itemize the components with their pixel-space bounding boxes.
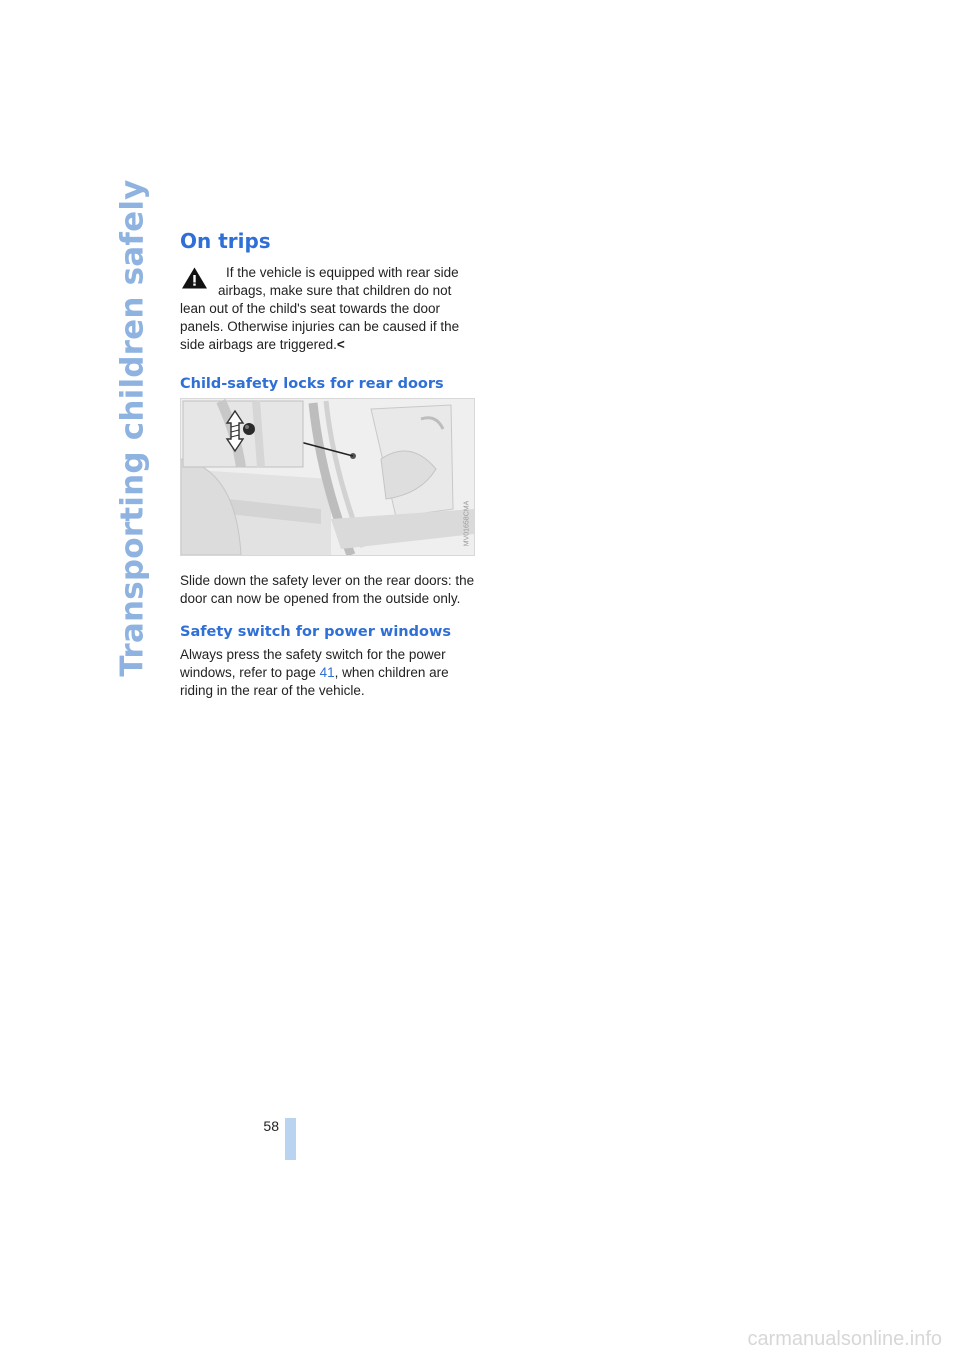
warning-end-mark: < bbox=[336, 337, 345, 352]
chapter-side-title bbox=[112, 179, 154, 677]
child-locks-body: Slide down the safety lever on the rear doors: the door can now be opened from the outside only. bbox=[180, 573, 475, 606]
door-illustration-drawing bbox=[181, 399, 474, 555]
warning-triangle-icon bbox=[181, 266, 208, 290]
figure-code: MV01658CMA bbox=[463, 500, 471, 547]
power-windows-title: Safety switch for power windows bbox=[180, 624, 451, 640]
page-number-bar bbox=[285, 1118, 296, 1160]
section-title: On trips bbox=[180, 229, 271, 253]
main-content bbox=[180, 226, 480, 700]
page-41-link[interactable]: 41 bbox=[319, 665, 335, 680]
chapter-side-title-text: Transporting children safely bbox=[115, 179, 151, 677]
power-windows-body bbox=[180, 646, 480, 700]
power-windows-body-start: Always press the safety switch for the power windows, refer to page bbox=[180, 647, 446, 680]
footer-watermark: carmanualsonline.info bbox=[747, 1328, 942, 1350]
power-windows-body-end: , when children are riding in the rear of the vehicle. bbox=[180, 665, 449, 698]
page-number: 58 bbox=[263, 1118, 279, 1134]
child-lock-illustration bbox=[180, 398, 475, 556]
warning-text: If the vehicle is equipped with rear side airbags, make sure that children do not lean out of the child's seat towards the door panels. Otherwise injuries can be caused if the side airbags are triggered. bbox=[180, 265, 460, 352]
warning-note bbox=[180, 264, 480, 354]
child-locks-title: Child-safety locks for rear doors bbox=[180, 376, 444, 392]
